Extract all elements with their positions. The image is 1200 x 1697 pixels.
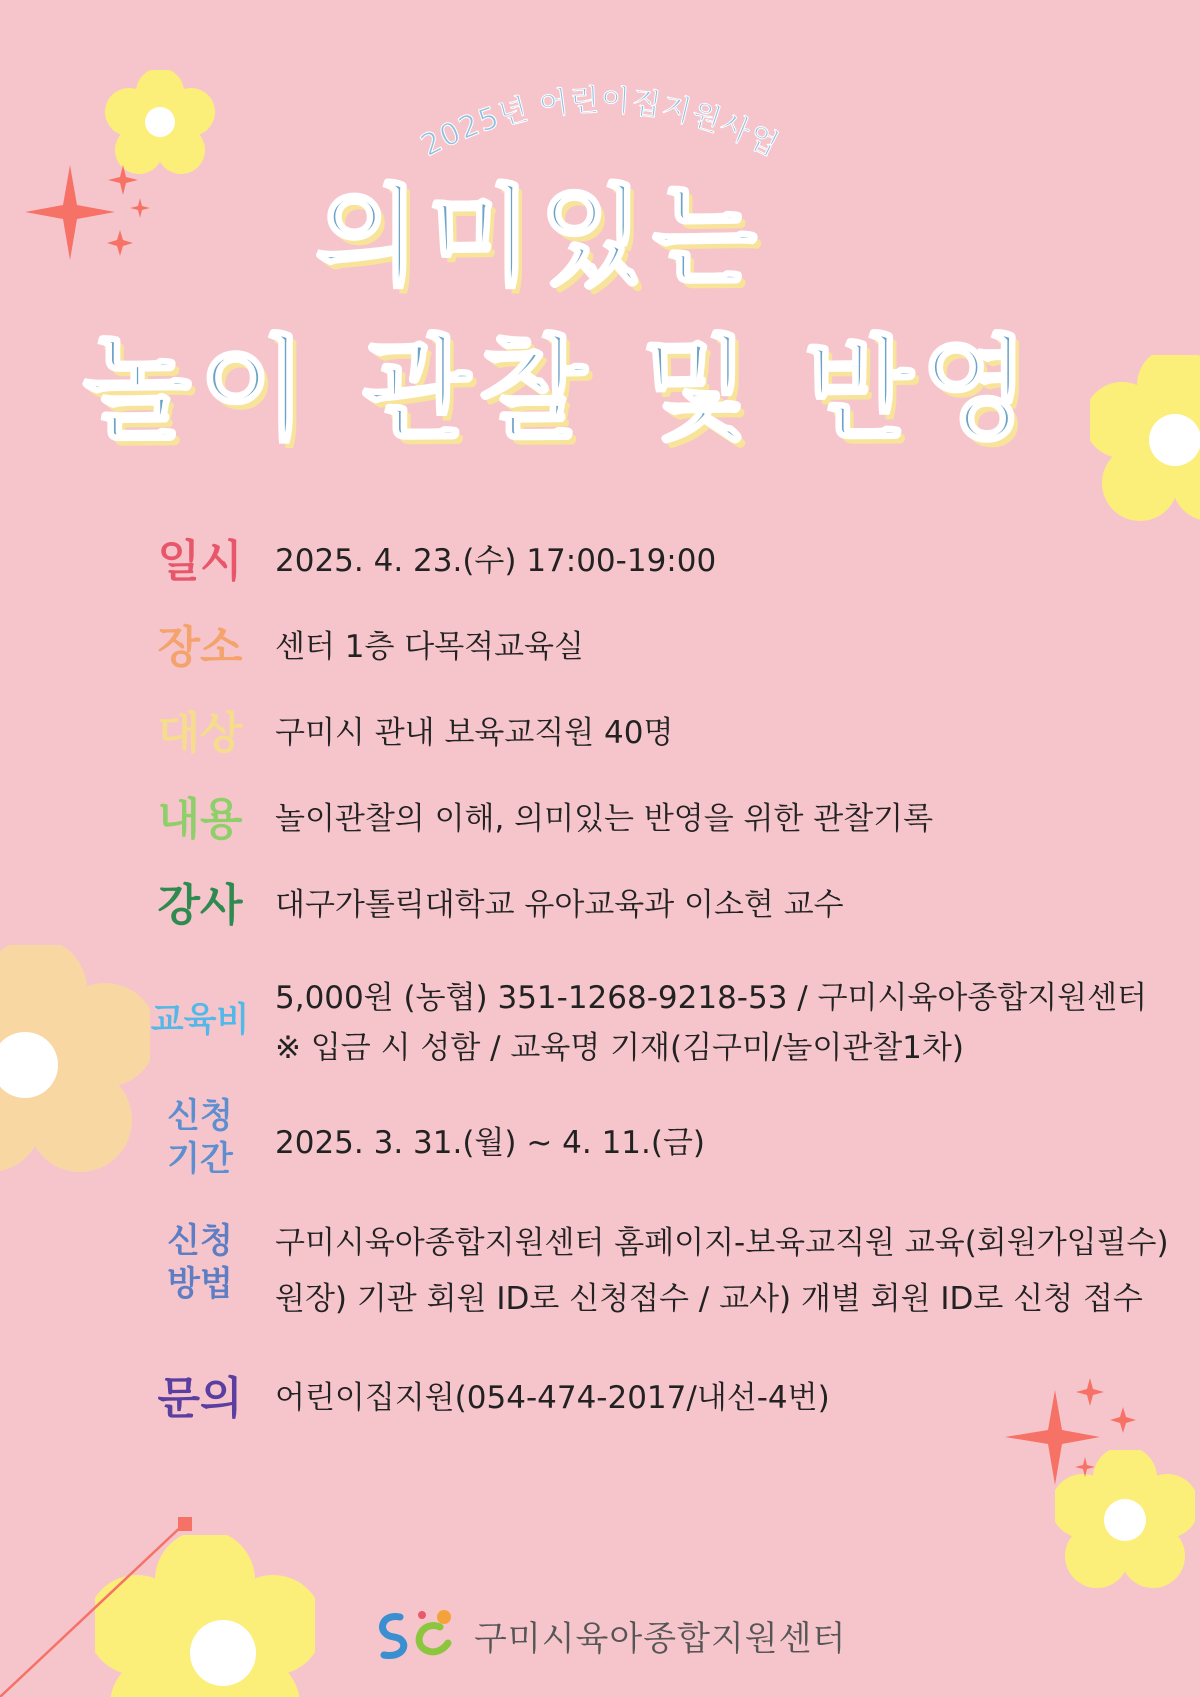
detail-value: 5,000원 (농협) 351-1268-9218-53 / 구미시육아종합지원센터 bbox=[275, 980, 1147, 1016]
detail-value: 원장) 기관 회원 ID로 신청접수 / 교사) 개별 회원 ID로 신청 접수 bbox=[275, 1281, 1143, 1317]
center-logo-icon bbox=[370, 1605, 460, 1665]
detail-value: 구미시 관내 보육교직원 40명 bbox=[275, 715, 674, 751]
detail-label-line: 기간 bbox=[167, 1138, 233, 1179]
detail-value: ※ 입금 시 성함 / 교육명 기재(김구미/놀이관찰1차) bbox=[275, 1030, 964, 1066]
detail-label: 일시 bbox=[157, 536, 243, 587]
detail-label: 강사 bbox=[157, 880, 243, 931]
detail-value: 센터 1층 다목적교육실 bbox=[275, 629, 584, 665]
detail-value: 놀이관찰의 이해, 의미있는 반영을 위한 관찰기록 bbox=[275, 801, 934, 837]
detail-label-line: 신청 bbox=[167, 1221, 233, 1261]
footer-org bbox=[370, 1600, 846, 1670]
detail-label-line: 방법 bbox=[167, 1263, 233, 1304]
decorative-line bbox=[0, 1515, 200, 1697]
detail-value: 어린이집지원(054-474-2017/내선-4번) bbox=[275, 1380, 830, 1416]
detail-label: 교육비 bbox=[150, 1000, 250, 1040]
detail-value: 2025. 3. 31.(월) ~ 4. 11.(금) bbox=[275, 1125, 706, 1161]
footer-org-name: 구미시육아종합지원센터 bbox=[474, 1618, 847, 1659]
detail-value: 구미시육아종합지원센터 홈페이지-보육교직원 교육(회원가입필수) bbox=[275, 1225, 1169, 1261]
detail-label: 내용 bbox=[157, 794, 243, 845]
detail-label: 장소 bbox=[157, 622, 243, 673]
detail-label bbox=[140, 1220, 260, 1305]
detail-label: 문의 bbox=[157, 1373, 243, 1424]
detail-label-line: 신청 bbox=[167, 1096, 233, 1136]
title-line-2: 놀이 관찰 및 반영 bbox=[82, 325, 1038, 455]
flower-left-decoration bbox=[0, 945, 150, 1175]
detail-label: 대상 bbox=[157, 708, 243, 759]
detail-label bbox=[140, 1095, 260, 1180]
subtitle-text: 2025년 어린이집지원사업 bbox=[415, 83, 785, 164]
detail-value: 2025. 4. 23.(수) 17:00-19:00 bbox=[275, 543, 717, 579]
title-line-1: 의미있는 bbox=[315, 175, 765, 300]
sparkle-bottom-right-icon bbox=[995, 1375, 1145, 1495]
detail-value: 대구가톨릭대학교 유아교육과 이소현 교수 bbox=[275, 887, 844, 923]
